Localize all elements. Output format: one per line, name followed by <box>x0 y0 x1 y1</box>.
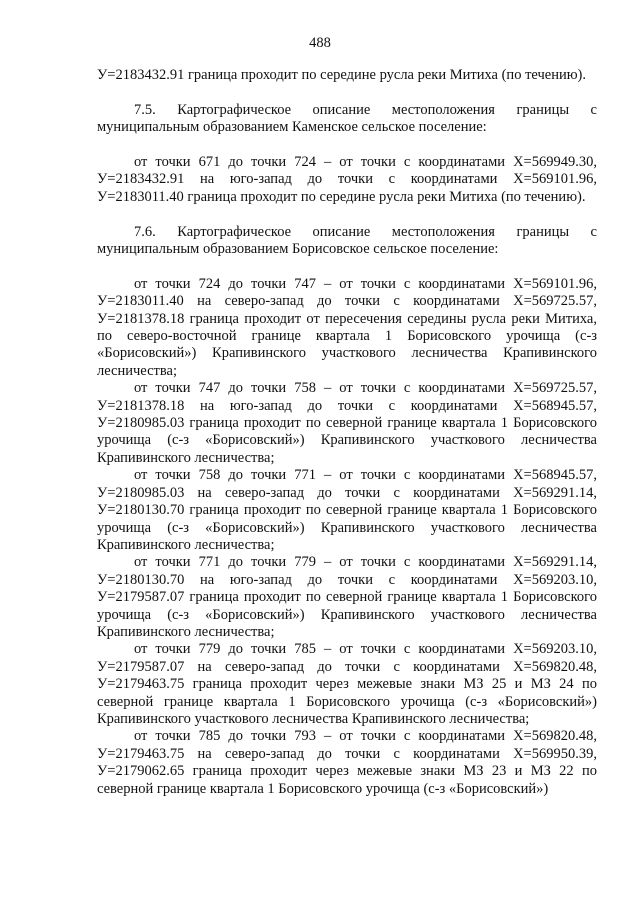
paragraph: 7.6. Картографическое описание местоположения границы с муниципальным образованием Борисовское сельское поселение: <box>97 223 597 258</box>
paragraph: 7.5. Картографическое описание местоположения границы с муниципальным образованием Каменское сельское поселение: <box>97 101 597 136</box>
paragraph: от точки 771 до точки 779 – от точки с координатами Х=569291.14, У=2180130.70 на юго-запад до точки с координатами Х=569203.10, У=2179587.07 граница проходит по северной границе квартала 1 Борисовского урочища (с-з «Борисовский») Крапивинского участкового лесничества Крапивинского лесничества; <box>97 554 597 640</box>
paragraph: от точки 747 до точки 758 – от точки с координатами Х=569725.57, У=2181378.18 на юго-запад до точки с координатами Х=568945.57, У=2180985.03 граница проходит по северной границе квартала 1 Борисовского урочища (с-з «Борисовский») Крапивинского участкового лесничества Крапивинского лесничества; <box>97 380 597 466</box>
paragraph: от точки 724 до точки 747 – от точки с координатами Х=569101.96, У=2183011.40 на северо-запад до точки с координатами Х=569725.57, У=2181378.18 граница проходит от пересечения середины русла реки Митиха, по северо-восточной границе квартала 1 Борисовского урочища (с-з «Борисовский») Крапивинского участкового лесничества Крапивинского лесничества; <box>97 275 597 379</box>
paragraph: от точки 785 до точки 793 – от точки с координатами Х=569820.48, У=2179463.75 на северо-запад до точки с координатами Х=569950.39, У=2179062.65 граница проходит через межевые знаки МЗ 23 и МЗ 22 по северной границе квартала 1 Борисовского урочища (с-з «Борисовский») <box>97 728 597 797</box>
paragraph-spacer <box>97 84 597 101</box>
paragraph-spacer <box>97 137 597 154</box>
paragraph-spacer <box>97 206 597 223</box>
paragraph: У=2183432.91 граница проходит по середине русла реки Митиха (по течению). <box>97 67 587 83</box>
page-number: 488 <box>309 35 331 51</box>
document-body <box>97 67 597 798</box>
paragraph: от точки 671 до точки 724 – от точки с координатами Х=569949.30, У=2183432.91 на юго-запад до точки с координатами Х=569101.96, У=2183011.40 граница проходит по середине русла реки Митиха (по течению). <box>97 154 597 205</box>
paragraph: от точки 779 до точки 785 – от точки с координатами Х=569203.10, У=2179587.07 на северо-запад до точки с координатами Х=569820.48, У=2179463.75 граница проходит через межевые знаки МЗ 25 и МЗ 24 по северной границе квартала 1 Борисовского урочища (с-з «Борисовский») Крапивинского участкового лесничества Крапивинского лесничества; <box>97 641 597 727</box>
paragraph-spacer <box>97 258 597 275</box>
paragraph: от точки 758 до точки 771 – от точки с координатами Х=568945.57, У=2180985.03 на северо-запад до точки с координатами Х=569291.14, У=2180130.70 граница проходит по северной границе квартала 1 Борисовского урочища (с-з «Борисовский») Крапивинского участкового лесничества Крапивинского лесничества; <box>97 467 597 553</box>
